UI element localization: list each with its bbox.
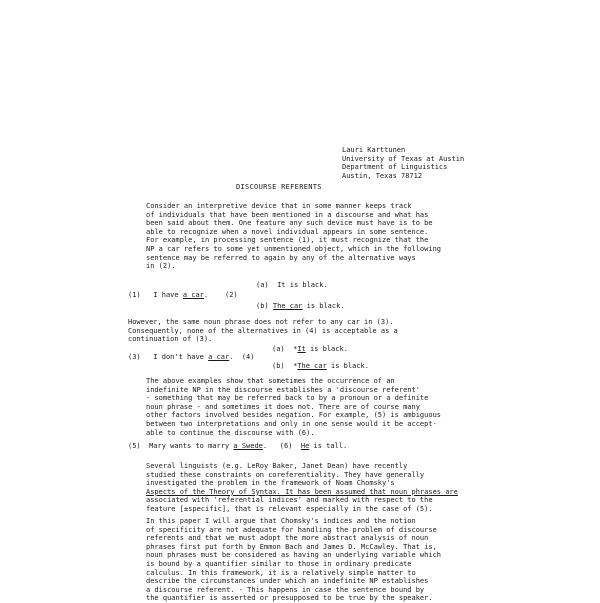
text-line: noun phrases must be considered as having an underlying variable which bbox=[146, 551, 442, 560]
example-text: is black. bbox=[326, 362, 369, 370]
text-line: feature [±specific], that is relevant especially in the case of (5). bbox=[146, 504, 433, 513]
example-number: (4) bbox=[241, 353, 255, 361]
text-line: phrases first put forth by Emmon Bach and James D. McCawley. That is, bbox=[146, 542, 437, 551]
underlined-np: a car bbox=[182, 291, 204, 299]
text-line: Several linguists (e.g. LeRoy Baker, Janet Dean) have recently bbox=[146, 462, 408, 470]
text-line: able to continue the discourse with (6). bbox=[146, 428, 315, 437]
text-line: able to recognize when a novel individual appears in some sentence. bbox=[146, 227, 429, 236]
author-city: Austin, Texas 78712 bbox=[342, 171, 423, 180]
text-line: investigated the problem in the framework of Noam Chomsky's bbox=[146, 479, 395, 488]
underlined-np: He bbox=[300, 442, 310, 450]
example-1 bbox=[128, 291, 238, 300]
example-5 bbox=[128, 442, 347, 451]
text-line: associated with 'referential indices' and marked with respect to the bbox=[146, 496, 433, 505]
asterisk: * bbox=[293, 362, 298, 370]
example-text: I don't have bbox=[153, 353, 204, 361]
text-line: sentence may be referred to again by any of the alternative ways bbox=[146, 253, 416, 262]
example-text: It is black. bbox=[277, 281, 328, 289]
underlined-np: a Swede bbox=[233, 442, 263, 450]
punct: . bbox=[203, 291, 209, 299]
paragraph-2 bbox=[128, 318, 488, 344]
underlined-np: It bbox=[297, 345, 306, 353]
example-text: is black. bbox=[302, 302, 345, 310]
paragraph-3 bbox=[128, 377, 488, 437]
text-line: Consequently, none of the alternatives in (4) is acceptable as a bbox=[128, 326, 398, 335]
example-number: (2) bbox=[224, 291, 238, 299]
text-line: However, the same noun phrase does not refer to any car in (3). bbox=[128, 318, 394, 326]
paper-title: DISCOURSE REFERENTS bbox=[236, 183, 322, 191]
author-affiliation: University of Texas at Austin bbox=[342, 154, 465, 163]
example-4a bbox=[272, 345, 348, 354]
text-line: is bound by a quantifier similar to those in ordinary predicate bbox=[146, 559, 412, 568]
text-line: in (2). bbox=[146, 262, 176, 271]
example-label: (b) bbox=[272, 362, 285, 370]
author-name: Lauri Karttunen bbox=[342, 146, 406, 154]
text-line: a discourse referent. - This happens in case the sentence bound by bbox=[146, 585, 425, 594]
text-line: of individuals that have been mentioned in a discourse and what has bbox=[146, 210, 429, 219]
text-line: - something that may be referred back to by a pronoun or a definite bbox=[146, 394, 429, 403]
text-line: In this paper I will argue that Chomsky's indices and the notion bbox=[146, 517, 416, 525]
underlined-np: The car bbox=[272, 302, 303, 310]
text-line: studied these constraints on coreferentiality. They have generally bbox=[146, 470, 425, 479]
text-line: Aspects of the Theory of Syntax. It has been assumed that noun phrases are bbox=[146, 487, 458, 496]
example-text: I have bbox=[153, 291, 179, 299]
text-line: referents and that we must adopt the more abstract analysis of noun bbox=[146, 534, 429, 543]
example-number: (6) bbox=[279, 442, 293, 450]
text-line: of specificity are not adequate for handling the problem of discourse bbox=[146, 525, 437, 534]
paragraph-4 bbox=[128, 462, 488, 514]
punct: . bbox=[262, 442, 268, 450]
example-4b bbox=[272, 362, 369, 371]
paragraph-5 bbox=[128, 517, 488, 603]
underlined-np: a car bbox=[208, 353, 230, 361]
example-label: (a) bbox=[272, 345, 285, 353]
text-line: calculus. In this framework, it is a relatively simple matter to bbox=[146, 568, 416, 577]
text-line: continuation of (3). bbox=[128, 335, 213, 344]
text-line: other factors involved besides negation. For example, (5) is ambiguous bbox=[146, 411, 442, 420]
paragraph-1 bbox=[128, 202, 488, 271]
text-line: between two interpretations and only in one sense would it be accept- bbox=[146, 419, 437, 428]
example-3 bbox=[128, 353, 255, 362]
example-text: Mary wants to marry bbox=[149, 442, 230, 450]
underlined-np: The car bbox=[297, 362, 327, 370]
text-line: the quantifier is asserted or presupposed to be true by the speaker. bbox=[146, 594, 433, 603]
text-line: The above examples show that sometimes the occurrence of an bbox=[146, 377, 395, 385]
text-line: describe the circumstances under which an indefinite NP establishes bbox=[146, 577, 429, 586]
example-number: (1) bbox=[128, 291, 141, 299]
author-block bbox=[342, 146, 464, 180]
text-line: Consider an interpretive device that in some manner keeps track bbox=[146, 202, 412, 210]
example-text: is tall. bbox=[309, 442, 348, 450]
punct: . bbox=[229, 353, 234, 361]
text-line: noun phrase - and sometimes it does not. There are of course many bbox=[146, 402, 420, 411]
author-department: Department of Linguistics bbox=[342, 163, 448, 172]
example-text: is black. bbox=[305, 345, 348, 353]
text-line: been said about them. One feature any such device must have is to be bbox=[146, 219, 433, 228]
example-2b bbox=[256, 302, 345, 311]
text-line: indefinite NP in the discourse establishes a 'discourse referent' bbox=[146, 385, 420, 394]
text-line: NP a car refers to some yet unmentioned object, which in the following bbox=[146, 244, 442, 253]
asterisk: * bbox=[293, 345, 298, 353]
example-number: (5) bbox=[128, 442, 141, 450]
example-number: (3) bbox=[128, 353, 141, 361]
example-label: (b) bbox=[256, 302, 269, 310]
example-2a bbox=[256, 281, 328, 290]
text-line: For example, in processing sentence (1), it must recognize that the bbox=[146, 236, 429, 245]
example-label: (a) bbox=[256, 281, 269, 289]
